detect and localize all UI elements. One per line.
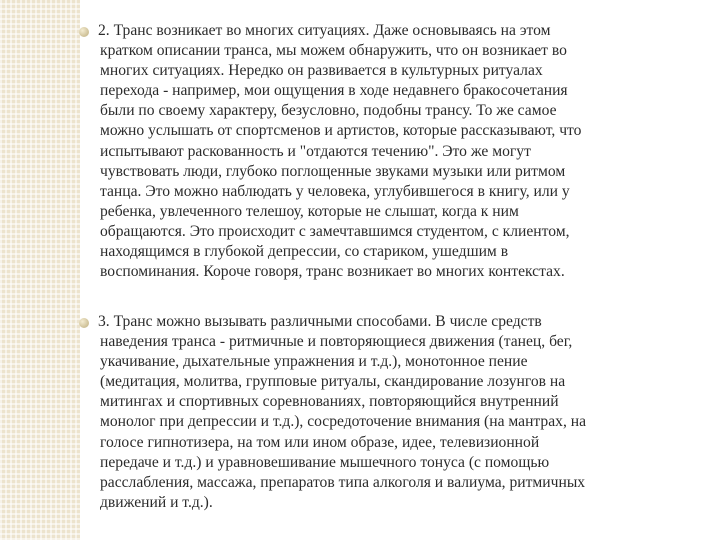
bullet-line: (медитация, молитва, групповые ритуалы, скандирование лозунгов на [100, 373, 566, 391]
bullet-line: голосе гипнотизера, на том или ином образе, идее, телевизионной [100, 433, 540, 451]
bullet-line: наведения транса - ритмичные и повторяющиеся движения (танец, бег, [100, 333, 573, 351]
bullet-line: танца. Это можно наблюдать у человека, углубившегося в книгу, или у [100, 182, 570, 200]
bullet-line: укачивание, дыхательные упражнения и т.д.), монотонное пение [100, 353, 528, 371]
bullet-line: находящимся в глубокой депрессии, со стариком, ушедшим в [100, 243, 509, 261]
bullet-dot-icon [79, 318, 89, 328]
bullet-line: кратком описании транса, мы можем обнаружить, что он возникает во [100, 42, 567, 60]
bullet-point-2 [100, 21, 670, 282]
bullet-line: можно услышать от спортсменов и артистов, которые рассказывают, что [100, 122, 582, 140]
bullet-line: чувствовать люди, глубоко поглощенные звуками музыки или ритмом [100, 162, 566, 180]
bullet-line: обращаются. Это происходит с замечтавшимся студентом, с клиентом, [100, 222, 570, 240]
bullet-line: передаче и т.д.) и уравновешивание мышечного тонуса (с помощью [100, 453, 550, 471]
bullet-point-3 [100, 312, 670, 513]
bullet-line: ребенка, увлеченного телешоу, которые не слышат, когда к ним [100, 202, 519, 220]
bullet-line: 2. Транс возникает во многих ситуациях. Даже основываясь на этом [98, 22, 551, 39]
bullet-line: испытывают раскованность и "отдаются течению". Это же могут [100, 142, 531, 160]
bullet-line: были по своему характеру, безусловно, подобны трансу. То же самое [100, 102, 557, 120]
decorative-side-stripe [0, 0, 80, 540]
bullet-line: монолог при депрессии и т.д.), сосредоточение внимания (на мантрах, на [100, 413, 587, 431]
bullet-line: воспоминания. Короче говоря, транс возникает во многих контекстах. [100, 263, 565, 281]
bullet-line: митингах и спортивных соревнованиях, повторяющийся внутренний [100, 393, 559, 411]
bullet-line: движений и т.д.). [100, 493, 213, 511]
bullet-line: перехода - например, мои ощущения в ходе недавнего бракосочетания [100, 82, 568, 100]
bullet-dot-icon [79, 27, 89, 37]
bullet-line: многих ситуациях. Нередко он развивается в культурных ритуалах [100, 62, 543, 80]
bullet-line: 3. Транс можно вызывать различными способами. В числе средств [98, 313, 542, 330]
bullet-line: расслабления, массажа, препаратов типа алкоголя и валиума, ритмичных [100, 473, 586, 491]
